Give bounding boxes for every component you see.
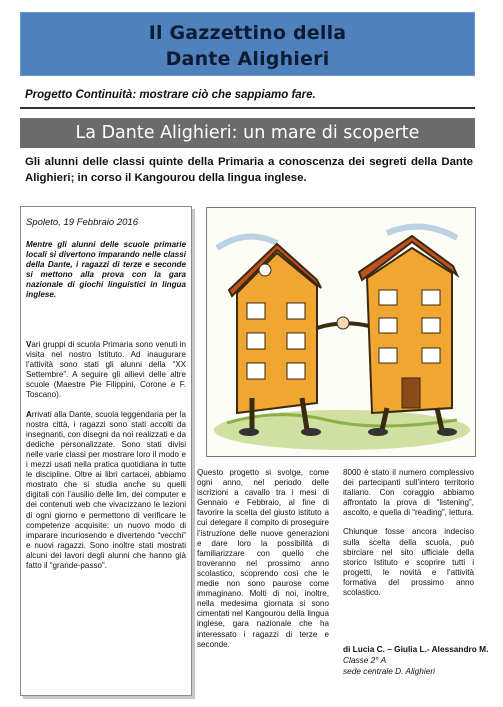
divider [20,107,475,109]
masthead-title-line1: Il Gazzettino della [148,22,347,44]
masthead-title-line2: Dante Alighieri [165,48,330,70]
column-3-paragraph-2: Chiunque fosse ancora indeciso sulla scelta della scuola, può sbirciare nel sito ufficiale della storico Istituto e scoprire tutti i progetti, le novità e l’attività formativa del prossimo anno scolastico. [343,527,474,598]
column-2 [197,468,329,659]
article-lede: Gli alunni delle classi quinte della Primaria a conoscenza dei segreti della Dante Alighieri; in corso il Kangourou della lingua inglese. [25,156,473,184]
article-intro: Mentre gli alunni delle scuole primarie locali si divertono imparando nelle classi della Dante, i ragazzi di terze e seconde si mettono alla prova con la gara nazionale di giochi linguistici in lingua inglese. [26,240,186,300]
signature [343,644,488,677]
column-3-paragraph-1: 8000 è stato il numero complessivo dei partecipanti sull’intero territorio italiano. Con coraggio abbiamo affrontato la prova di “listening”, ascolto, e quella di “reading”, lettura. [343,468,474,518]
article-headline: La Dante Alighieri: un mare di scoperte [20,118,475,148]
column-1-paragraph-1: Vari gruppi di scuola Primaria sono venuti in visita nel nostro Istituto. Ad inaugurare l’attività sono stati gli alunni della “XX Settembre”. A seguire gli allievi delle altre scuole (Maestre Pie Filippini, Corone e F. Toscano). [26,340,186,400]
column-2-paragraph: Questo progetto si svolge, come ogni anno, nel periodo delle iscrizioni a cavallo tra i mesi di Gennaio e Febbraio, al fine di favorire la scelta del giusto istituto a cui delegare il compito di proseguire l’istruzione delle nuove generazioni e dare loro la possibilità di familiarizzare con quello che troveranno nel prossimo anno scolastico, scoprendo così che le medie non sono paurose come immaginano. Molti di noi, inoltre, nella medesima giornata si sono cimentati nel Kangourou della lingua inglese, gara nazionale che ha interessato i ragazzi di terze e seconde. [197,468,329,649]
project-line: Progetto Continuità: mostrare ciò che sappiamo fare. [25,89,316,101]
author-place: sede centrale D. Alighieri [343,666,435,676]
author-class: Classe 2° A [343,655,387,665]
dateline: Spoleto, 19 Febbraio 2016 [26,217,138,228]
author-names: di Lucia C. – Giulia L.- Alessandro M. [343,644,489,654]
school-buildings-illustration-icon [206,207,476,457]
masthead [20,12,475,76]
column-3 [343,468,474,607]
column-1 [26,340,186,580]
column-1-paragraph-2: Arrivati alla Dante, scuola leggendaria per la nostra città, i ragazzi sono stati accolti da insegnanti, con disegni da noi realizzati e da dediche personalizzate. Sono stati divisi nelle varie classi per mostrare loro il modo e i mezzi usati nella pratica quotidiana in tutte le discipline. Oltre ai libri cartacei, abbiamo mostrato che si studia anche su quelli digitali con l’ausilio delle lim, dei computer e dei contenuti web che vivacizzano le lezioni di ogni giorno e permettono di verificare le competenze acquisite: un nuovo modo di imparare incuriosendo e divertendo “vecchi” e nuovi ragazzi. Sono inoltre stati mostrati alcuni dei lavori degli alunni che hanno già fatto il “grande-passo”. [26,409,186,570]
